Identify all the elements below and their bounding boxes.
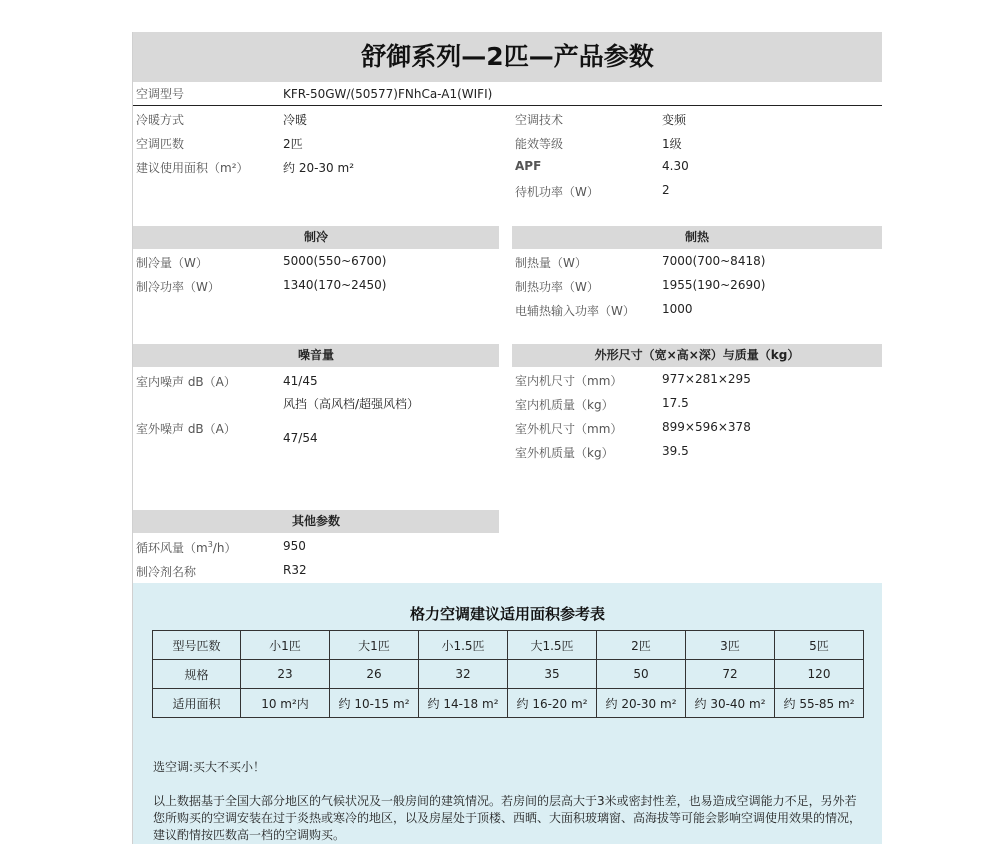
spec-label: 电辅热输入功率（W）: [515, 304, 635, 318]
cooling-header: 制冷: [133, 226, 499, 249]
spec-value: 39.5: [662, 444, 689, 458]
table-cell: 型号匹数: [153, 631, 241, 660]
spec-value: 5000(550~6700): [283, 254, 387, 268]
table-cell: 32: [419, 660, 508, 689]
airflow-label-suffix: /h）: [212, 541, 237, 555]
table-cell: 50: [597, 660, 686, 689]
reference-title: 格力空调建议适用面积参考表: [409, 605, 605, 623]
spec-value: 1级: [662, 137, 682, 151]
spec-value: 冷暖: [283, 113, 308, 127]
spec-label: 待机功率（W）: [515, 185, 599, 199]
spec-label: 室内机尺寸（mm）: [515, 374, 623, 388]
spec-value: 899×596×378: [662, 420, 751, 434]
table-cell: 约 14-18 m²: [419, 689, 508, 718]
spec-value: 4.30: [662, 159, 689, 173]
dimensions-header: 外形尺寸（宽×高×深）与质量（kg）: [512, 344, 882, 367]
disclaimer-text: 以上数据基于全国大部分地区的气候状况及一般房间的建筑情况。若房间的层高大于3米或密封性差，也易造成空调能力不足，另外若您所购买的空调安装在过于炎热或寒冷的地区，以及房屋处于顶楼、西晒、大面积玻璃窗、高海拔等可能会影响空调使用效果的情况，建议酌情按匹数高一档的空调购买。: [153, 794, 862, 842]
spec-label: 空调技术: [515, 113, 564, 127]
table-cell: 35: [508, 660, 597, 689]
spec-value: 41/45: [283, 374, 318, 388]
heating-header: 制热: [512, 226, 882, 249]
spec-label: 制冷功率（W）: [136, 280, 220, 294]
table-cell: 适用面积: [153, 689, 241, 718]
spec-label: APF: [515, 159, 542, 173]
spec-value: 1955(190~2690): [662, 278, 766, 292]
spec-label: 制冷量（W）: [136, 256, 208, 270]
airflow-label-prefix: 循环风量（m: [136, 541, 208, 555]
table-row: [153, 660, 864, 689]
table-cell: 3匹: [686, 631, 775, 660]
table-cell: 120: [775, 660, 864, 689]
spec-label: 室外噪声 dB（A）: [136, 422, 236, 436]
model-label: 空调型号: [136, 87, 185, 101]
table-cell: 小1匹: [241, 631, 330, 660]
reference-table: [152, 630, 864, 718]
spec-label: 制热功率（W）: [515, 280, 599, 294]
table-cell: 约 10-15 m²: [330, 689, 419, 718]
table-cell: 约 20-30 m²: [597, 689, 686, 718]
model-value: KFR-50GW/(50577)FNhCa-A1(WIFI): [283, 87, 493, 101]
spec-label: 室外机质量（kg）: [515, 446, 614, 460]
table-cell: 72: [686, 660, 775, 689]
table-cell: 5匹: [775, 631, 864, 660]
spec-value: 变频: [662, 113, 687, 127]
table-cell: 约 30-40 m²: [686, 689, 775, 718]
other-header: 其他参数: [133, 510, 499, 533]
table-cell: 小1.5匹: [419, 631, 508, 660]
spec-label: 能效等级: [515, 137, 564, 151]
table-cell: 10 m²内: [241, 689, 330, 718]
spec-label: 室外机尺寸（mm）: [515, 422, 623, 436]
table-cell: 规格: [153, 660, 241, 689]
table-cell: 23: [241, 660, 330, 689]
spec-sheet: [132, 32, 882, 844]
spec-label: 室内噪声 dB（A）: [136, 375, 236, 389]
table-cell: 约 55-85 m²: [775, 689, 864, 718]
table-cell: 2匹: [597, 631, 686, 660]
table-row: [153, 631, 864, 660]
table-row: [153, 689, 864, 718]
spec-value: 1000: [662, 302, 693, 316]
spec-label: 室内机质量（kg）: [515, 398, 614, 412]
spec-value: 2: [662, 183, 670, 197]
spec-value: 950: [283, 539, 306, 553]
spec-value: 1340(170~2450): [283, 278, 387, 292]
page-title: 舒御系列—2匹—产品参数: [133, 32, 882, 82]
spec-note: 风挡（高风档/超强风档）: [283, 397, 420, 411]
table-cell: 大1.5匹: [508, 631, 597, 660]
noise-header: 噪音量: [133, 344, 499, 367]
table-cell: 约 16-20 m²: [508, 689, 597, 718]
spec-value: 7000(700~8418): [662, 254, 766, 268]
spec-label: 制热量（W）: [515, 256, 587, 270]
spec-label: 空调匹数: [136, 137, 185, 151]
reference-section: [133, 583, 882, 844]
model-row: [133, 82, 882, 106]
spec-value: R32: [283, 563, 307, 577]
spec-label: 建议使用面积（m²）: [136, 161, 249, 175]
spec-label: 制冷剂名称: [136, 565, 197, 579]
spec-value: 约 20-30 m²: [283, 161, 354, 175]
airflow-label-sup: 3: [207, 540, 213, 549]
table-cell: 大1匹: [330, 631, 419, 660]
spec-label: 冷暖方式: [136, 113, 185, 127]
spec-value: 977×281×295: [662, 372, 751, 386]
airflow-label: [136, 539, 236, 556]
buying-tip: 选空调:买大不买小！: [153, 760, 266, 774]
spec-value: 47/54: [283, 431, 318, 445]
spec-value: 17.5: [662, 396, 689, 410]
table-cell: 26: [330, 660, 419, 689]
spec-value: 2匹: [283, 137, 303, 151]
